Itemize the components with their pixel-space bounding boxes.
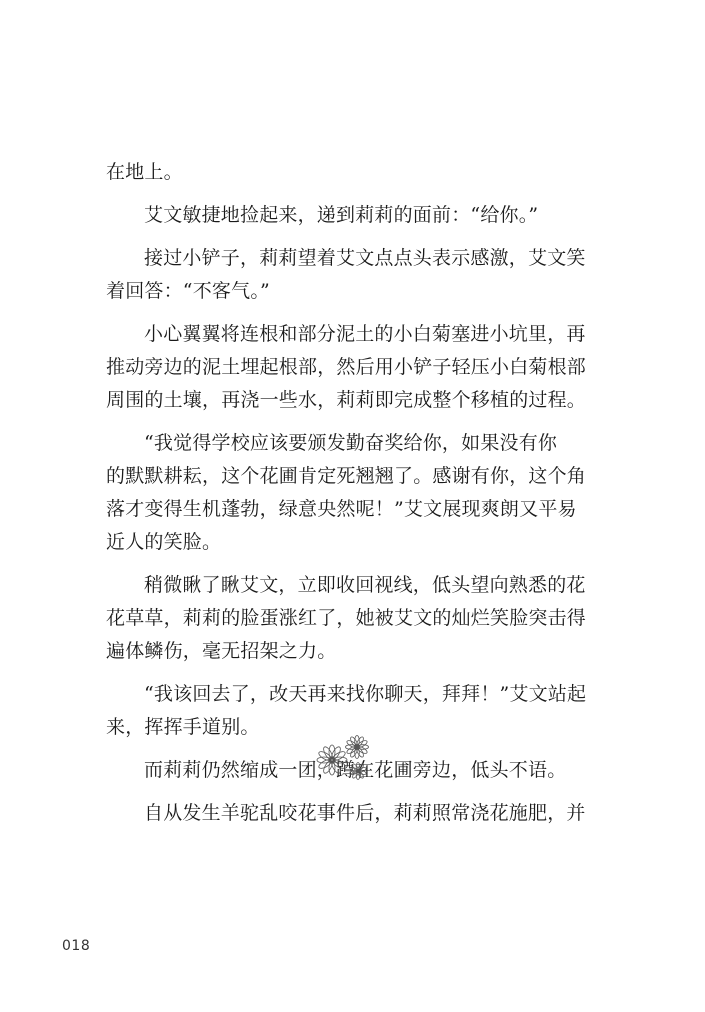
paragraph-5 [106,427,587,559]
paragraph-2 [106,199,580,232]
text-line: 来，挥挥手道别。 [106,716,260,738]
body-text-lower [106,797,586,830]
text-line: “我觉得学校应该要颁发勤奋奖给你，如果没有你 [144,432,558,454]
flower-divider-icon [310,733,380,783]
paragraph-6 [106,569,587,668]
text-line: 自从发生羊驼乱咬花事件后，莉莉照常浇花施肥，并 [144,802,586,824]
text-line: 稍微瞅了瞅艾文，立即收回视线，低头望向熟悉的花 [144,574,586,596]
paragraph-4 [106,318,587,417]
paragraph-1 [106,156,580,189]
text-line: 遍体鳞伤，毫无招架之力。 [106,640,337,662]
paragraph-3 [106,242,586,308]
text-line: “我该回去了，改天再来找你聊天，拜拜！”艾文站起 [144,683,587,705]
text-line: 在地上。 [106,161,183,183]
page-number: 018 [62,938,91,954]
text-line: 小心翼翼将连根和部分泥土的小白菊塞进小坑里，再 [144,323,586,345]
text-line: 而莉莉仍然缩成一团，蹲在花圃旁边，低头不语。 [144,759,567,781]
text-line: 落才变得生机蓬勃，绿意央然呢！”艾文展现爽朗又平易 [106,498,577,520]
paragraph-9 [106,797,586,830]
text-line: 的默默耕耘，这个花圃肯定死翘翘了。感谢有你，这个角 [106,465,587,487]
body-text-upper [106,156,587,787]
text-line: 艾文敏捷地捡起来，递到莉莉的面前：“给你。” [144,204,539,226]
text-line: 着回答：“不客气。” [106,280,270,302]
text-line: 花草草，莉莉的脸蛋涨红了，她被艾文的灿烂笑脸突击得 [106,607,587,629]
text-line: 周围的土壤，再浇一些水，莉莉即完成整个移植的过程。 [106,389,587,411]
text-line: 推动旁边的泥土埋起根部，然后用小铲子轻压小白菊根部 [106,356,587,378]
text-line: 接过小铲子，莉莉望着艾文点点头表示感激，艾文笑 [144,247,586,269]
text-line: 近人的笑脸。 [106,531,222,553]
